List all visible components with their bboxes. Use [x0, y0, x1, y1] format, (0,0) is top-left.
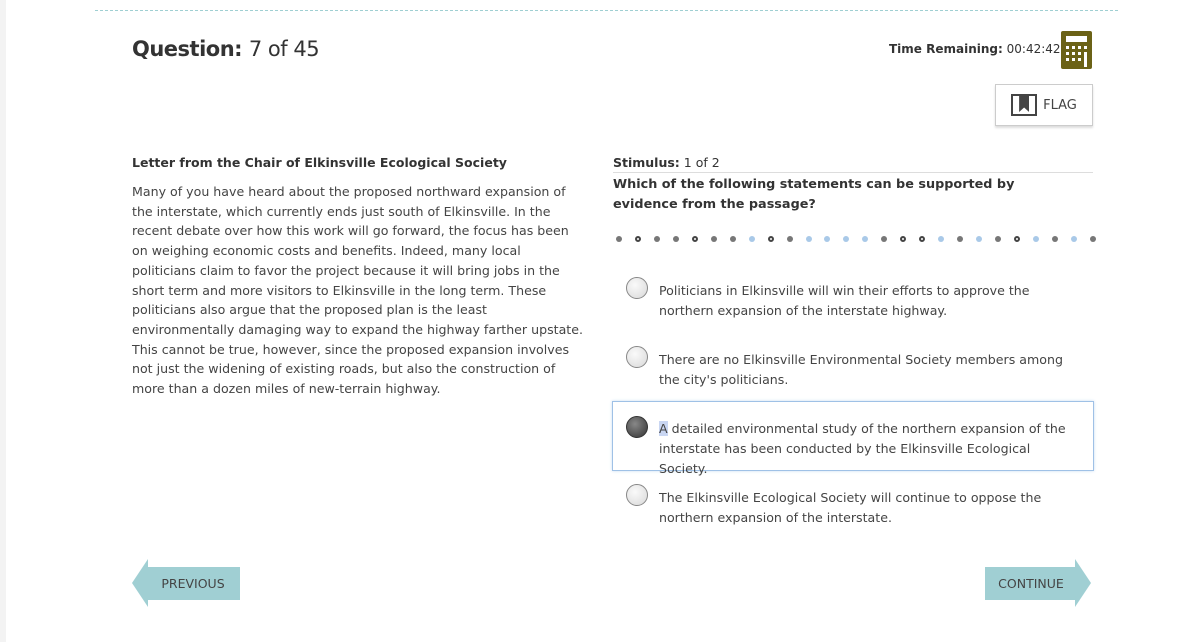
progress-dot-unvisited[interactable] — [824, 236, 830, 242]
progress-dot-answered[interactable] — [995, 236, 1001, 242]
progress-dot-answered[interactable] — [730, 236, 736, 242]
question-counter: Question: 7 of 45 — [132, 37, 320, 61]
radio-button[interactable] — [626, 277, 648, 299]
flag-button[interactable] — [995, 84, 1093, 126]
radio-button[interactable] — [626, 346, 648, 368]
progress-dot-answered[interactable] — [616, 236, 622, 242]
option-text: The Elkinsville Ecological Society will continue to oppose the northern expansion of the interstate. — [659, 490, 1042, 525]
flag-label: FLAG — [1043, 97, 1077, 113]
answer-option-4[interactable] — [612, 469, 1094, 539]
passage-text: Many of you have heard about the proposed northward expansion of the interstate, which currently ends just south of Elkinsville. In the recent debate over how this work will go forward, the focus has been on weighing economic costs and benefits. Indeed, many local politicians claim to favor the project because it will bring jobs in the short term and more visitors to Elkinsville in the long term. These politicians also argue that the proposed plan is the least environmentally damaging way to expand the highway farther upstate. This cannot be true, however, since the proposed expansion involves not just the widening of existing roads, but also the construction of more than a dozen miles of new-terrain highway. — [132, 184, 583, 397]
answer-option-3[interactable] — [612, 401, 1094, 476]
previous-button[interactable]: PREVIOUS — [132, 559, 240, 607]
continue-button[interactable]: CONTINUE — [985, 559, 1091, 607]
progress-dot-answered[interactable] — [957, 236, 963, 242]
progress-dot-answered[interactable] — [1090, 236, 1096, 242]
progress-dot-unvisited[interactable] — [806, 236, 812, 242]
left-border — [0, 0, 6, 642]
bookmark-icon — [1011, 94, 1037, 116]
option-text: There are no Elkinsville Environmental Society members among the city's politicians. — [659, 352, 1063, 387]
progress-dot-flagged[interactable] — [900, 236, 906, 242]
progress-dot-flagged[interactable] — [919, 236, 925, 242]
radio-button[interactable] — [626, 484, 648, 506]
option-text: Politicians in Elkinsville will win their efforts to approve the northern expansion of the interstate highway. — [659, 283, 1030, 318]
top-divider — [95, 10, 1118, 11]
passage-title: Letter from the Chair of Elkinsville Ecological Society — [132, 155, 507, 170]
calculator-icon[interactable] — [1061, 31, 1092, 69]
progress-dot-unvisited[interactable] — [976, 236, 982, 242]
progress-dot-answered[interactable] — [881, 236, 887, 242]
progress-dot-flagged[interactable] — [1014, 236, 1020, 242]
progress-dot-flagged[interactable] — [692, 236, 698, 242]
progress-dots — [616, 236, 1096, 242]
stimulus-counter: Stimulus: 1 of 2 — [613, 155, 1093, 173]
progress-dot-answered[interactable] — [1052, 236, 1058, 242]
progress-dot-answered[interactable] — [711, 236, 717, 242]
question-text: Which of the following statements can be supported by evidence from the passage? — [613, 177, 1015, 212]
answer-option-1[interactable] — [612, 262, 1094, 332]
progress-dot-unvisited[interactable] — [1033, 236, 1039, 242]
progress-dot-unvisited[interactable] — [862, 236, 868, 242]
progress-dot-answered[interactable] — [673, 236, 679, 242]
progress-dot-flagged[interactable] — [768, 236, 774, 242]
progress-dot-unvisited[interactable] — [938, 236, 944, 242]
answer-option-2[interactable] — [612, 331, 1094, 401]
progress-dot-answered[interactable] — [787, 236, 793, 242]
progress-dot-unvisited[interactable] — [749, 236, 755, 242]
radio-button-selected[interactable] — [626, 416, 648, 438]
progress-dot-unvisited[interactable] — [1071, 236, 1077, 242]
time-remaining: Time Remaining: 00:42:42 — [889, 42, 1061, 56]
progress-dot-flagged[interactable] — [635, 236, 641, 242]
option-text: A detailed environmental study of the northern expansion of the interstate has been conducted by the Elkinsville Ecological Society. — [659, 421, 1066, 476]
progress-dot-answered[interactable] — [654, 236, 660, 242]
progress-dot-unvisited[interactable] — [843, 236, 849, 242]
